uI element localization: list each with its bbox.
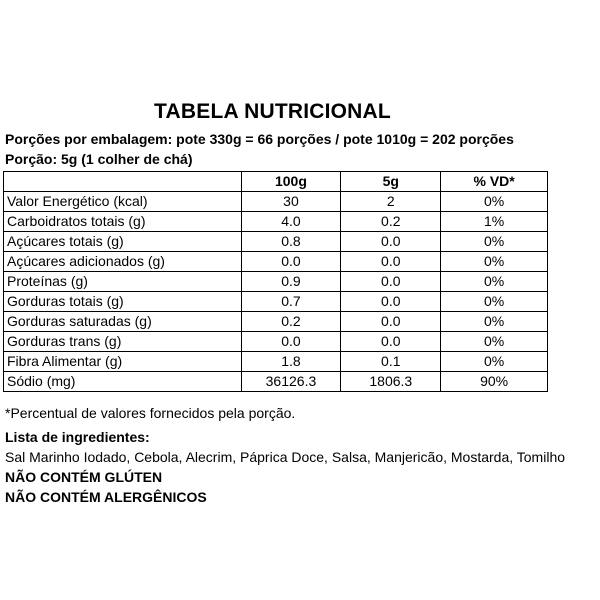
- daily-value-percent: 0%: [441, 192, 548, 212]
- table-row: [4, 372, 548, 392]
- table-row: [4, 352, 548, 372]
- value-per-100g: 0.9: [241, 272, 341, 292]
- value-per-serving: 2: [341, 192, 441, 212]
- portions-per-package: Porções por embalagem: pote 330g = 66 porções / pote 1010g = 202 porções: [5, 131, 514, 147]
- table-row: [4, 232, 548, 252]
- daily-value-percent: 0%: [441, 332, 548, 352]
- value-per-100g: 0.7: [241, 292, 341, 312]
- value-per-serving: 0.0: [341, 332, 441, 352]
- table-row: [4, 332, 548, 352]
- value-per-100g: 0.8: [241, 232, 341, 252]
- header-per-serving: 5g: [341, 172, 441, 192]
- value-per-serving: 0.1: [341, 352, 441, 372]
- value-per-serving: 0.0: [341, 252, 441, 272]
- value-per-100g: 4.0: [241, 212, 341, 232]
- table-row: [4, 272, 548, 292]
- serving-size: Porção: 5g (1 colher de chá): [5, 151, 193, 167]
- daily-value-percent: 0%: [441, 312, 548, 332]
- daily-value-percent: 1%: [441, 212, 548, 232]
- value-per-serving: 0.0: [341, 232, 441, 252]
- value-per-100g: 36126.3: [241, 372, 341, 392]
- table-body: [4, 192, 548, 392]
- nutrient-name: Fibra Alimentar (g): [4, 352, 242, 372]
- daily-value-percent: 0%: [441, 272, 548, 292]
- table-row: [4, 212, 548, 232]
- nutrient-name: Açúcares totais (g): [4, 232, 242, 252]
- daily-value-percent: 0%: [441, 232, 548, 252]
- value-per-serving: 0.0: [341, 312, 441, 332]
- nutrient-name: Açúcares adicionados (g): [4, 252, 242, 272]
- value-per-serving: 1806.3: [341, 372, 441, 392]
- value-per-serving: 0.2: [341, 212, 441, 232]
- header-daily-value: % VD*: [441, 172, 548, 192]
- value-per-100g: 0.0: [241, 252, 341, 272]
- gluten-notice: NÃO CONTÉM GLÚTEN: [5, 469, 163, 485]
- table-row: [4, 292, 548, 312]
- nutrient-name: Gorduras trans (g): [4, 332, 242, 352]
- footnote: *Percentual de valores fornecidos pela porção.: [5, 405, 296, 421]
- value-per-serving: 0.0: [341, 272, 441, 292]
- table-row: [4, 312, 548, 332]
- nutrient-name: Valor Energético (kcal): [4, 192, 242, 212]
- header-nutrient: [4, 172, 242, 192]
- value-per-100g: 1.8: [241, 352, 341, 372]
- allergen-notice: NÃO CONTÉM ALERGÊNICOS: [5, 489, 207, 505]
- header-per-100g: 100g: [241, 172, 341, 192]
- nutrient-name: Gorduras saturadas (g): [4, 312, 242, 332]
- nutrition-table: [3, 171, 548, 392]
- table-row: [4, 252, 548, 272]
- nutrient-name: Sódio (mg): [4, 372, 242, 392]
- value-per-100g: 30: [241, 192, 341, 212]
- page-title: TABELA NUTRICIONAL: [154, 100, 391, 123]
- value-per-serving: 0.0: [341, 292, 441, 312]
- table-row: [4, 192, 548, 212]
- ingredients-list: Sal Marinho Iodado, Cebola, Alecrim, Páprica Doce, Salsa, Manjericão, Mostarda, Tomilho: [5, 449, 566, 465]
- nutrient-name: Proteínas (g): [4, 272, 242, 292]
- nutrient-name: Carboidratos totais (g): [4, 212, 242, 232]
- daily-value-percent: 0%: [441, 292, 548, 312]
- nutrient-name: Gorduras totais (g): [4, 292, 242, 312]
- daily-value-percent: 0%: [441, 252, 548, 272]
- daily-value-percent: 0%: [441, 352, 548, 372]
- daily-value-percent: 90%: [441, 372, 548, 392]
- value-per-100g: 0.0: [241, 332, 341, 352]
- ingredients-title: Lista de ingredientes:: [5, 429, 150, 445]
- value-per-100g: 0.2: [241, 312, 341, 332]
- table-header-row: [4, 172, 548, 192]
